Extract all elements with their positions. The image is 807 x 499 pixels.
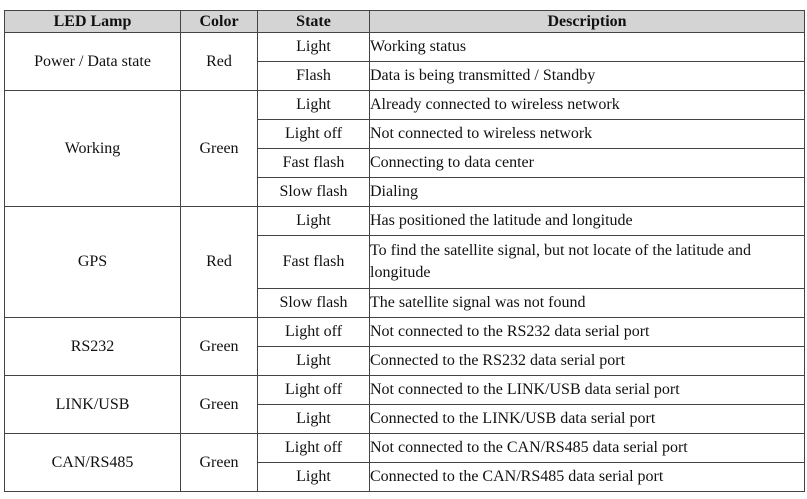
state-cell: Light off — [258, 120, 370, 149]
table-row — [5, 318, 805, 347]
lamp-name: CAN/RS485 — [5, 434, 181, 492]
lamp-color: Green — [181, 376, 258, 434]
lamp-color: Red — [181, 33, 258, 91]
description-cell: Not connected to wireless network — [370, 120, 805, 149]
table-row — [5, 207, 805, 236]
table-row — [5, 33, 805, 62]
description-cell: To find the satellite signal, but not locate of the latitude and longitude — [370, 236, 805, 289]
header-color: Color — [181, 11, 258, 33]
description-cell: Not connected to the CAN/RS485 data serial port — [370, 434, 805, 463]
lamp-name: RS232 — [5, 318, 181, 376]
state-cell: Light off — [258, 434, 370, 463]
state-cell: Light off — [258, 318, 370, 347]
lamp-name: LINK/USB — [5, 376, 181, 434]
state-cell: Light off — [258, 376, 370, 405]
lamp-color: Green — [181, 434, 258, 492]
description-cell: Not connected to the LINK/USB data serial port — [370, 376, 805, 405]
description-cell: Has positioned the latitude and longitude — [370, 207, 805, 236]
description-cell: Dialing — [370, 178, 805, 207]
state-cell: Slow flash — [258, 289, 370, 318]
state-cell: Light — [258, 463, 370, 492]
description-cell: The satellite signal was not found — [370, 289, 805, 318]
lamp-name: GPS — [5, 207, 181, 318]
state-cell: Light — [258, 207, 370, 236]
state-cell: Fast flash — [258, 236, 370, 289]
state-cell: Light — [258, 33, 370, 62]
description-cell: Already connected to wireless network — [370, 91, 805, 120]
header-description: Description — [370, 11, 805, 33]
description-cell: Connecting to data center — [370, 149, 805, 178]
header-state: State — [258, 11, 370, 33]
header-led-lamp: LED Lamp — [5, 11, 181, 33]
table-row — [5, 91, 805, 120]
state-cell: Light — [258, 347, 370, 376]
description-cell: Not connected to the RS232 data serial port — [370, 318, 805, 347]
state-cell: Slow flash — [258, 178, 370, 207]
lamp-name: Power / Data state — [5, 33, 181, 91]
lamp-color: Red — [181, 207, 258, 318]
state-cell: Light — [258, 91, 370, 120]
description-cell: Connected to the RS232 data serial port — [370, 347, 805, 376]
header-row — [5, 11, 805, 33]
table-row — [5, 376, 805, 405]
description-cell: Data is being transmitted / Standby — [370, 62, 805, 91]
description-cell: Connected to the LINK/USB data serial port — [370, 405, 805, 434]
description-cell: Working status — [370, 33, 805, 62]
state-cell: Fast flash — [258, 149, 370, 178]
lamp-color: Green — [181, 91, 258, 207]
description-cell: Connected to the CAN/RS485 data serial port — [370, 463, 805, 492]
table-row — [5, 434, 805, 463]
led-status-table — [4, 10, 805, 492]
state-cell: Light — [258, 405, 370, 434]
lamp-color: Green — [181, 318, 258, 376]
lamp-name: Working — [5, 91, 181, 207]
state-cell: Flash — [258, 62, 370, 91]
